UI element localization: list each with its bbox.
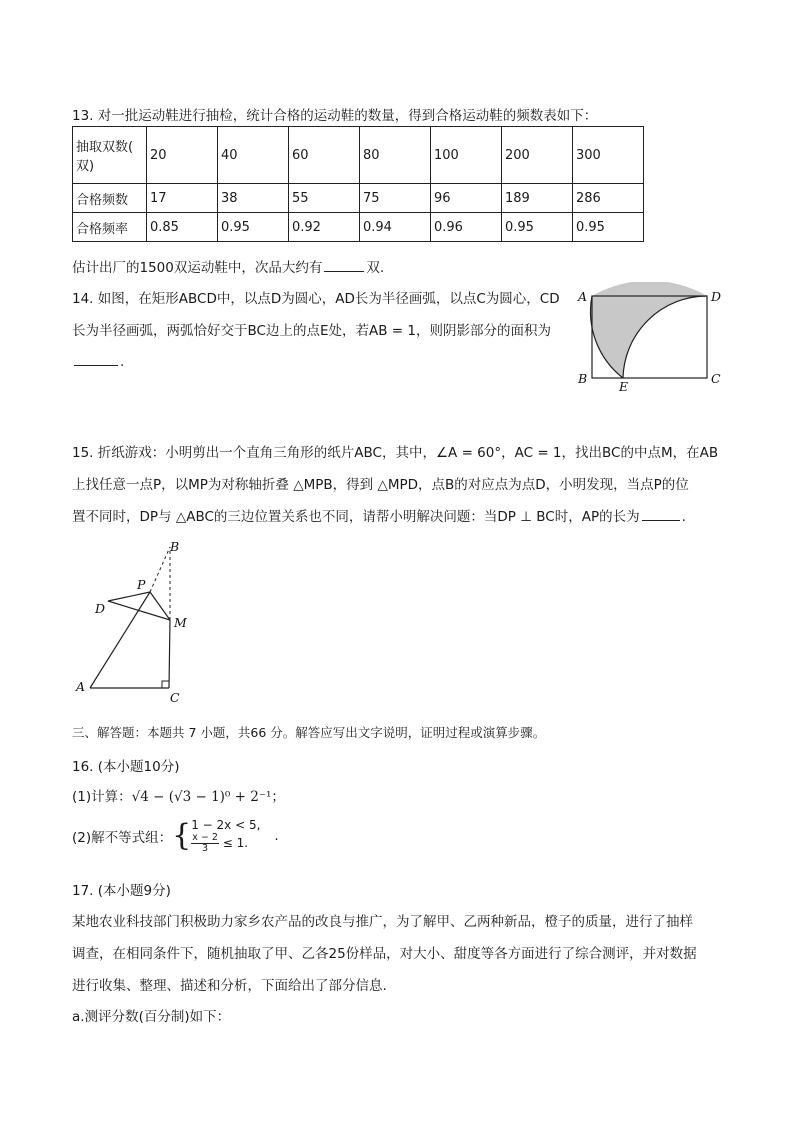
q15-line3 xyxy=(72,505,686,525)
table-cell: 40 xyxy=(218,127,289,184)
header-line: 双) xyxy=(76,159,95,174)
side-cm xyxy=(169,620,170,688)
q14-figure xyxy=(570,282,730,394)
table-cell: 0.92 xyxy=(289,213,360,242)
part2-end: . xyxy=(274,828,279,844)
q15-line2: 上找任意一点P，以MP为对称轴折叠 △MPB，得到 △MPD，点B的对应点为点D，小明发现，当点P的位 xyxy=(72,477,689,493)
label-c: C xyxy=(711,371,721,386)
label-c: C xyxy=(170,690,180,705)
table-header-cell: 合格频率 xyxy=(73,213,147,242)
table-header-cell xyxy=(73,127,147,184)
q15-line1: 15. 折纸游戏：小明剪出一个直角三角形的纸片ABC，其中，∠A = 60°，AC = 1，找出BC的中点M，在AB xyxy=(72,445,719,461)
q17-title: 17. (本小题9分) xyxy=(72,883,171,899)
table-cell: 96 xyxy=(431,184,502,213)
right-angle-mark xyxy=(162,681,169,688)
table-cell: 60 xyxy=(289,127,360,184)
q17-item-a: a.测评分数(百分制)如下： xyxy=(72,1009,231,1025)
q14-end: . xyxy=(120,354,125,370)
part1-expression: √4 − (√3 − 1)⁰ + 2⁻¹； xyxy=(131,789,285,805)
answer-blank[interactable] xyxy=(642,507,680,521)
table-cell: 200 xyxy=(502,127,573,184)
q17-para-line2: 调查，在相同条件下，随机抽取了甲、乙各25份样品，对大小、甜度等各方面进行了综合测评，并对数据 xyxy=(72,946,697,962)
table-cell: 20 xyxy=(147,127,218,184)
table-cell: 0.94 xyxy=(360,213,431,242)
label-m: M xyxy=(174,615,187,630)
q16-part1 xyxy=(72,785,285,805)
fraction xyxy=(191,833,219,854)
table-cell: 100 xyxy=(431,127,502,184)
table-cell: 189 xyxy=(502,184,573,213)
label-d: D xyxy=(711,289,722,304)
section-heading: 三、解答题：本题共 7 小题，共66 分。解答应写出文字说明，证明过程或演算步骤。 xyxy=(72,725,546,740)
inequality-system xyxy=(191,818,260,854)
q17-para-line3: 进行收集、整理、描述和分析，下面给出了部分信息. xyxy=(72,978,387,994)
table-cell: 80 xyxy=(360,127,431,184)
table-header-cell: 合格频数 xyxy=(73,184,147,213)
answer-blank[interactable] xyxy=(74,352,118,366)
table-cell: 0.95 xyxy=(573,213,644,242)
q15-figure xyxy=(70,535,200,707)
q13-question-text: 估计出厂的1500双运动鞋中，次品大约有 xyxy=(72,260,323,276)
segment-dp xyxy=(108,592,150,601)
table-row xyxy=(73,184,644,213)
table-cell: 38 xyxy=(218,184,289,213)
q15-end: . xyxy=(681,509,686,525)
q14-line1: 14. 如图，在矩形ABCD中，以点D为圆心，AD长为半径画弧，以点C为圆心，CD xyxy=(72,291,560,307)
table-cell: 75 xyxy=(360,184,431,213)
q13-stem: 13. 对一批运动鞋进行抽检，统计合格的运动鞋的数量，得到合格运动鞋的频数表如下： xyxy=(72,108,598,124)
table-cell: 55 xyxy=(289,184,360,213)
q17-para-line1: 某地农业科技部门积极助力家乡农产品的改良与推广，为了解甲、乙两种新品，橙子的质量，进行了抽样 xyxy=(72,914,693,930)
table-row xyxy=(73,213,644,242)
label-b: B xyxy=(578,371,588,386)
q13-question-end: 双. xyxy=(366,260,385,276)
answer-blank[interactable] xyxy=(324,258,364,272)
label-b: B xyxy=(170,539,180,554)
frequency-table xyxy=(72,126,644,242)
part1-label: (1)计算： xyxy=(72,789,132,805)
table-cell: 0.85 xyxy=(147,213,218,242)
inequality-1: 1 − 2x < 5, xyxy=(191,818,261,832)
segment-dm xyxy=(108,601,170,620)
table-cell: 0.95 xyxy=(502,213,573,242)
part2-label: (2)解不等式组： xyxy=(72,830,173,846)
label-d: D xyxy=(95,601,106,616)
system-brace: { xyxy=(172,818,192,853)
table-cell: 300 xyxy=(573,127,644,184)
q16-title: 16. (本小题10分) xyxy=(72,759,180,775)
segment-pb-dashed xyxy=(150,547,170,592)
q13-question xyxy=(72,256,384,276)
table-row xyxy=(73,127,644,184)
inequality-2 xyxy=(191,833,260,854)
q14-line2: 长为半径画弧，两弧恰好交于BC边上的点E处，若AB = 1，则阴影部分的面积为 xyxy=(72,323,551,339)
fraction-numerator: x − 2 xyxy=(192,832,218,843)
header-line: 抽取双数( xyxy=(76,140,134,155)
inequality-2-tail: ≤ 1. xyxy=(222,836,249,850)
table-cell: 286 xyxy=(573,184,644,213)
q15-question-text: 置不同时，DP与 △ABC的三边位置关系也不同，请帮小明解决问题：当DP ⊥ BC时，AP的长为 xyxy=(72,509,640,525)
q14-line3 xyxy=(72,352,124,370)
label-p: P xyxy=(137,577,146,592)
fraction-denominator: 3 xyxy=(202,843,209,854)
q16-part2 xyxy=(72,818,279,854)
table-cell: 0.95 xyxy=(218,213,289,242)
label-a: A xyxy=(578,289,588,304)
table-cell: 0.96 xyxy=(431,213,502,242)
label-e: E xyxy=(619,379,629,394)
label-a: A xyxy=(76,679,86,694)
table-cell: 17 xyxy=(147,184,218,213)
segment-pm xyxy=(150,592,170,620)
